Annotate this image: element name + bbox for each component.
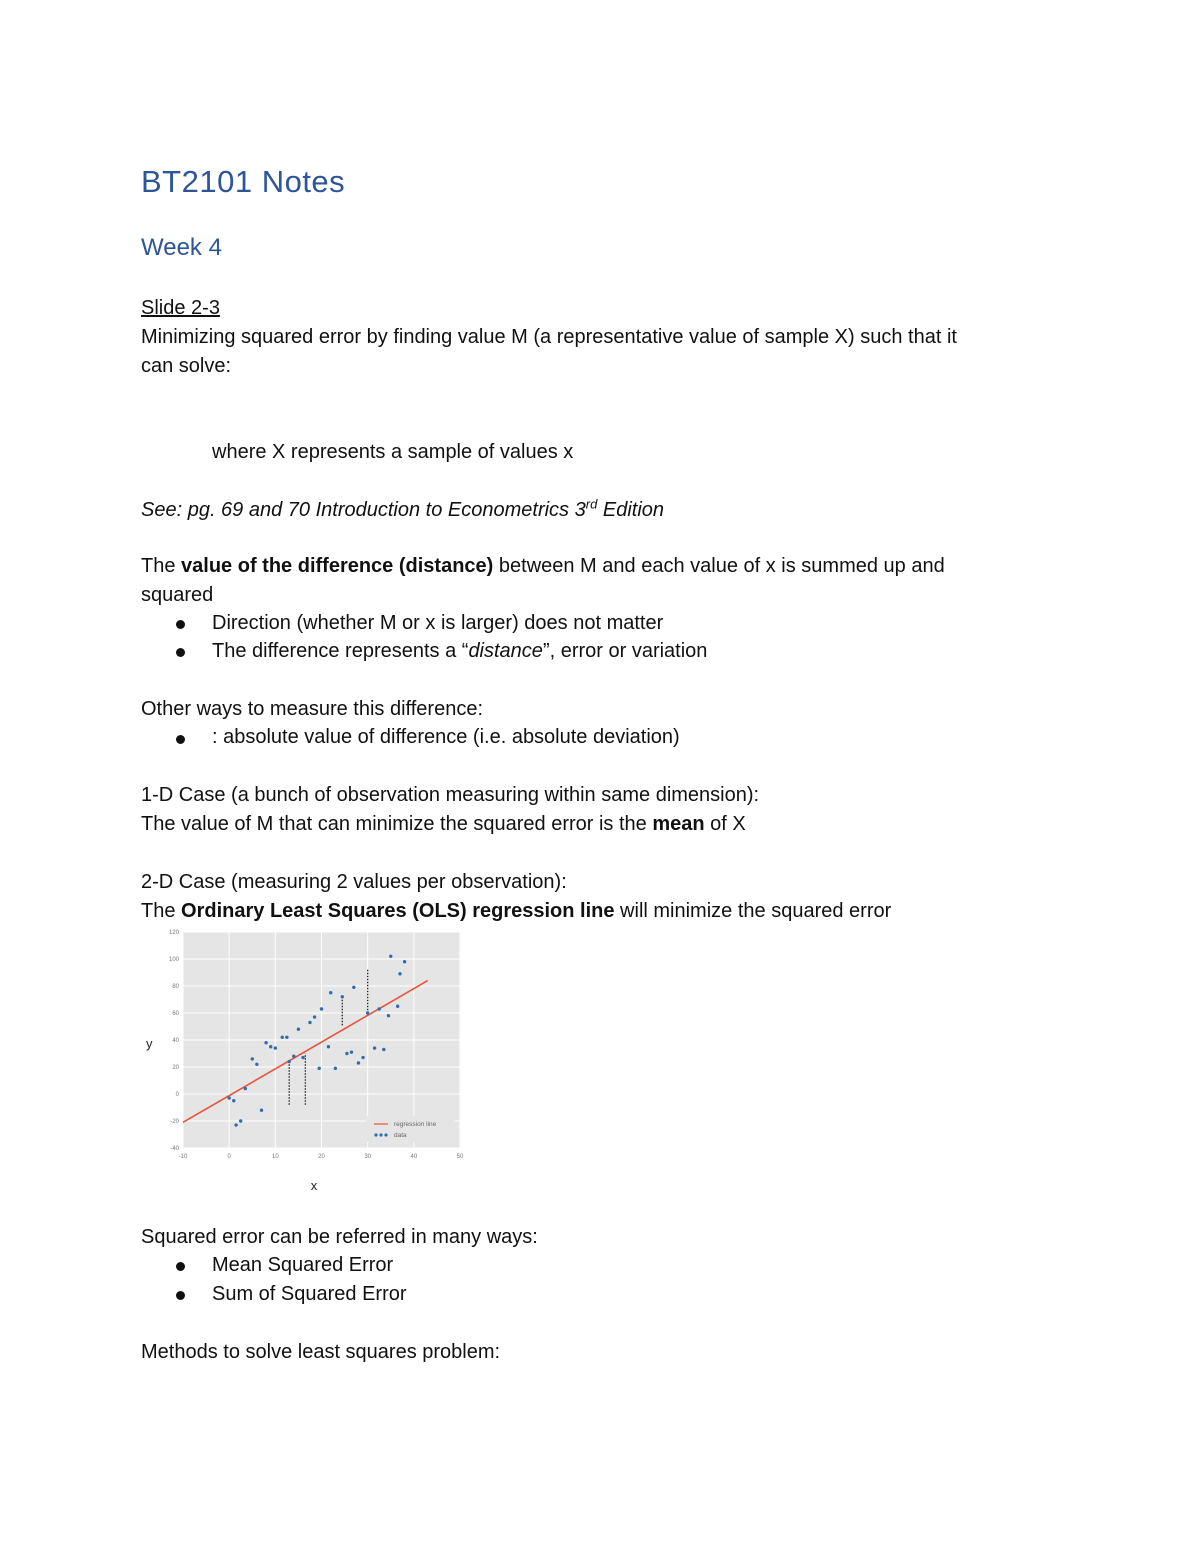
value-line-1 bbox=[141, 552, 945, 581]
data-point bbox=[232, 1099, 235, 1102]
case2-line-1: 2-D Case (measuring 2 values per observation): bbox=[141, 871, 567, 893]
data-point bbox=[274, 1046, 277, 1049]
x-tick-label: -10 bbox=[178, 1154, 188, 1160]
data-point bbox=[334, 1067, 337, 1070]
value-post: between M and each value of x is summed up and bbox=[493, 555, 945, 577]
data-point bbox=[387, 1014, 390, 1017]
methods-line: Methods to solve least squares problem: bbox=[141, 1341, 501, 1363]
data-point bbox=[287, 1060, 290, 1063]
x-tick-label: 10 bbox=[271, 1154, 279, 1160]
data-point bbox=[264, 1041, 267, 1044]
data-point bbox=[260, 1109, 263, 1112]
case1-pre: The value of M that can minimize the squared error is the bbox=[141, 813, 653, 835]
data-point bbox=[352, 986, 355, 989]
case2-line-2 bbox=[141, 897, 891, 926]
value-line-2: squared bbox=[141, 584, 214, 606]
data-point bbox=[327, 1045, 330, 1048]
legend-point bbox=[379, 1133, 382, 1136]
y-tick-label: 40 bbox=[172, 1038, 179, 1044]
data-point bbox=[357, 1061, 360, 1064]
bullet-direction: Direction (whether M or x is larger) does not matter bbox=[212, 612, 664, 634]
intro-line-1: Minimizing squared error by finding value M (a representative value of sample X) such that it bbox=[141, 326, 957, 348]
abs-deviation-bullet: : absolute value of difference (i.e. absolute deviation) bbox=[212, 726, 680, 748]
bullet-icon bbox=[176, 620, 185, 629]
bullet-sse: Sum of Squared Error bbox=[212, 1283, 407, 1305]
data-point bbox=[329, 991, 332, 994]
reference-edition: Edition bbox=[597, 499, 665, 521]
data-point bbox=[366, 1011, 369, 1014]
legend-points-swatch bbox=[374, 1133, 387, 1136]
other-ways-line: Other ways to measure this difference: bbox=[141, 698, 484, 720]
y-tick-label: -40 bbox=[170, 1146, 179, 1152]
data-point bbox=[382, 1048, 385, 1051]
y-tick-label: 0 bbox=[175, 1092, 179, 1098]
bullet-distance-italic: distance bbox=[468, 640, 543, 662]
case2-pre: The bbox=[141, 900, 182, 922]
y-tick-label: 100 bbox=[168, 957, 179, 963]
squared-error-intro: Squared error can be referred in many ways: bbox=[141, 1226, 538, 1248]
case1-bold: mean bbox=[652, 813, 705, 835]
intro-line-2: can solve: bbox=[141, 355, 232, 377]
data-point bbox=[341, 995, 344, 998]
legend-line-label: regression line bbox=[394, 1121, 437, 1128]
bullet-icon bbox=[176, 1262, 185, 1271]
value-pre: The bbox=[141, 555, 182, 577]
case1-line-2 bbox=[141, 810, 746, 839]
data-point bbox=[320, 1007, 323, 1010]
legend-points-label: data bbox=[394, 1132, 407, 1139]
reference-line bbox=[141, 496, 664, 525]
data-point bbox=[317, 1067, 320, 1070]
data-point bbox=[269, 1045, 272, 1048]
y-axis-label: y bbox=[146, 1036, 153, 1051]
bullet-distance bbox=[212, 637, 707, 666]
data-point bbox=[396, 1005, 399, 1008]
data-point bbox=[301, 1056, 304, 1059]
x-tick-label: 50 bbox=[456, 1154, 464, 1160]
bullet-icon bbox=[176, 1291, 185, 1300]
bullet-distance-post: ”, error or variation bbox=[542, 640, 708, 662]
data-point bbox=[308, 1021, 311, 1024]
data-point bbox=[281, 1036, 284, 1039]
data-point bbox=[297, 1028, 300, 1031]
data-point bbox=[389, 955, 392, 958]
x-axis-label: x bbox=[310, 1178, 318, 1193]
case1-post: of X bbox=[704, 813, 746, 835]
bullet-mse: Mean Squared Error bbox=[212, 1254, 394, 1276]
ols-regression-chart bbox=[138, 926, 468, 1196]
case1-line-1: 1-D Case (a bunch of observation measuring within same dimension): bbox=[141, 784, 760, 806]
data-point bbox=[292, 1055, 295, 1058]
data-point bbox=[361, 1056, 364, 1059]
x-tick-label: 0 bbox=[227, 1154, 231, 1160]
data-point bbox=[244, 1087, 247, 1090]
data-point bbox=[378, 1007, 381, 1010]
data-point bbox=[403, 960, 406, 963]
bullet-distance-pre: The difference represents a “ bbox=[212, 640, 469, 662]
x-tick-label: 30 bbox=[364, 1154, 372, 1160]
where-line: where X represents a sample of values x bbox=[212, 441, 574, 463]
legend-point bbox=[384, 1133, 387, 1136]
y-tick-label: -20 bbox=[170, 1119, 179, 1125]
reference-superscript: rd bbox=[585, 496, 598, 512]
y-tick-label: 20 bbox=[172, 1065, 179, 1071]
legend-point bbox=[374, 1133, 377, 1136]
document-title: BT2101 Notes bbox=[141, 164, 346, 199]
data-point bbox=[234, 1123, 237, 1126]
value-bold: value of the difference (distance) bbox=[181, 555, 494, 577]
data-point bbox=[373, 1046, 376, 1049]
bullet-icon bbox=[176, 648, 185, 657]
chart-legend bbox=[366, 1116, 454, 1142]
data-point bbox=[255, 1063, 258, 1066]
week-heading: Week 4 bbox=[141, 234, 222, 261]
data-point bbox=[398, 972, 401, 975]
x-tick-label: 20 bbox=[318, 1154, 325, 1160]
data-point bbox=[313, 1015, 316, 1018]
data-point bbox=[345, 1052, 348, 1055]
case2-bold: Ordinary Least Squares (OLS) regression line bbox=[181, 900, 615, 922]
data-point bbox=[239, 1119, 242, 1122]
bullet-icon bbox=[176, 735, 185, 744]
slide-label: Slide 2-3 bbox=[141, 297, 220, 319]
y-tick-label: 120 bbox=[168, 930, 179, 936]
reference-text: See: pg. 69 and 70 Introduction to Econometrics 3 bbox=[141, 499, 586, 521]
y-tick-label: 60 bbox=[172, 1011, 179, 1017]
data-point bbox=[350, 1050, 353, 1053]
legend-box bbox=[366, 1116, 454, 1142]
x-tick-label: 40 bbox=[410, 1154, 418, 1160]
data-point bbox=[227, 1096, 230, 1099]
case2-post: will minimize the squared error bbox=[614, 900, 892, 922]
y-tick-label: 80 bbox=[172, 984, 179, 990]
data-point bbox=[285, 1036, 288, 1039]
data-point bbox=[251, 1057, 254, 1060]
